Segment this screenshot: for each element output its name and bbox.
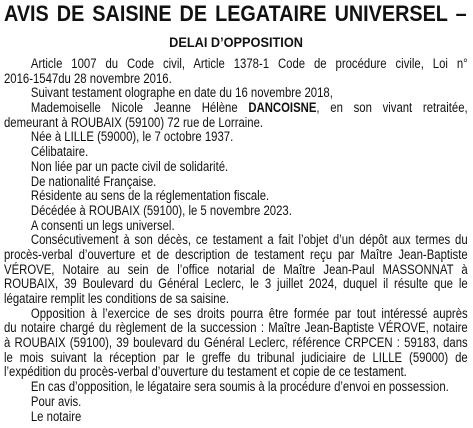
text-line: VÉROVE, Notaire au sein de l’office notarial de Maître Jean-Paul MASSONNAT à <box>4 261 468 277</box>
paragraph-universal-legacy <box>4 219 468 234</box>
text-line: Le notaire <box>30 408 82 424</box>
text-line: Pour avis. <box>30 393 82 409</box>
text-line: le mois suivant la réception par le greffe du tribunal judiciaire de LILLE (59000) de <box>4 349 468 365</box>
paragraph-deceased-identity <box>4 101 468 130</box>
text-line: Consécutivement à son décès, ce testament a fait l’objet d’un dépôt aux termes du <box>30 232 468 248</box>
paragraph-legal-basis <box>4 57 468 86</box>
text-line: Non liée par un pacte civil de solidarité. <box>30 158 229 174</box>
paragraph-testament-deposit <box>4 233 468 306</box>
text-line: Article 1007 du Code civil, Article 1378-1 Code de procédure civile, Loi n° <box>30 56 468 71</box>
text-segment: Mademoiselle Nicole Jeanne Hélène <box>30 100 249 116</box>
text-line: Opposition à l’exercice de ses droits pourra être formée par tout intéressé auprès <box>30 305 468 321</box>
text-line: Décédée à ROUBAIX (59100), le 5 novembre 2023. <box>30 202 292 218</box>
paragraph-birth <box>4 130 468 145</box>
text-line: 2016-1547du 28 novembre 2016. <box>4 70 172 86</box>
signature-notary <box>4 410 468 425</box>
paragraph-tax-residence <box>4 189 468 204</box>
text-line: du notaire chargé du règlement de la succession : Maître Jean-Baptiste VÉROVE, notaire <box>4 320 468 336</box>
text-line <box>4 101 468 116</box>
paragraph-death <box>4 204 468 219</box>
text-line: ROUBAIX, 39 Boulevard du Général Leclerc, le 3 juillet 2024, duquel il résulte que le <box>4 276 468 292</box>
text-line: Résidente au sens de la réglementation fiscale. <box>30 188 270 204</box>
text-line: A consenti un legs universel. <box>30 217 175 233</box>
text-line: Née à LILLE (59000), le 7 octobre 1937. <box>30 129 234 145</box>
notice-subtitle: DELAI D’OPPOSITION <box>169 34 303 50</box>
text-segment: , en son vivant retraitée, <box>316 100 468 116</box>
paragraph-opposition <box>4 307 468 380</box>
text-line: De nationalité Française. <box>30 173 157 189</box>
text-line: Suivant testament olographe en date du 16 novembre 2018, <box>30 85 333 101</box>
notice-body <box>4 57 468 424</box>
paragraph-nationality <box>4 175 468 190</box>
paragraph-pacs-status <box>4 160 468 175</box>
paragraph-marital-status <box>4 145 468 160</box>
notice-title: AVIS DE SAISINE DE LEGATAIRE UNIVERSEL – <box>4 1 467 26</box>
paragraph-for-notice <box>4 395 468 410</box>
paragraph-opposition-consequence <box>4 380 468 395</box>
paragraph-testament-date <box>4 86 468 101</box>
text-line: Célibataire. <box>30 144 89 160</box>
text-line: demeurant à ROUBAIX (59100) 72 rue de Lorraine. <box>4 114 264 130</box>
text-line: légataire remplit les conditions de sa saisine. <box>4 291 230 306</box>
text-line: à ROUBAIX (59100), 39 boulevard du Général Leclerc, référence CRPCEN : 59183, dans <box>4 335 468 351</box>
deceased-name: DANCOISNE <box>248 100 317 116</box>
text-line: l’expédition du procès-verbal d’ouverture du testament et copie de ce testament. <box>4 364 407 380</box>
text-line: procès-verbal d’ouverture et de description de testament reçu par Maître Jean-Baptiste <box>4 246 468 262</box>
text-line: En cas d’opposition, le légataire sera soumis à la procédure d’envoi en possession. <box>30 379 449 395</box>
